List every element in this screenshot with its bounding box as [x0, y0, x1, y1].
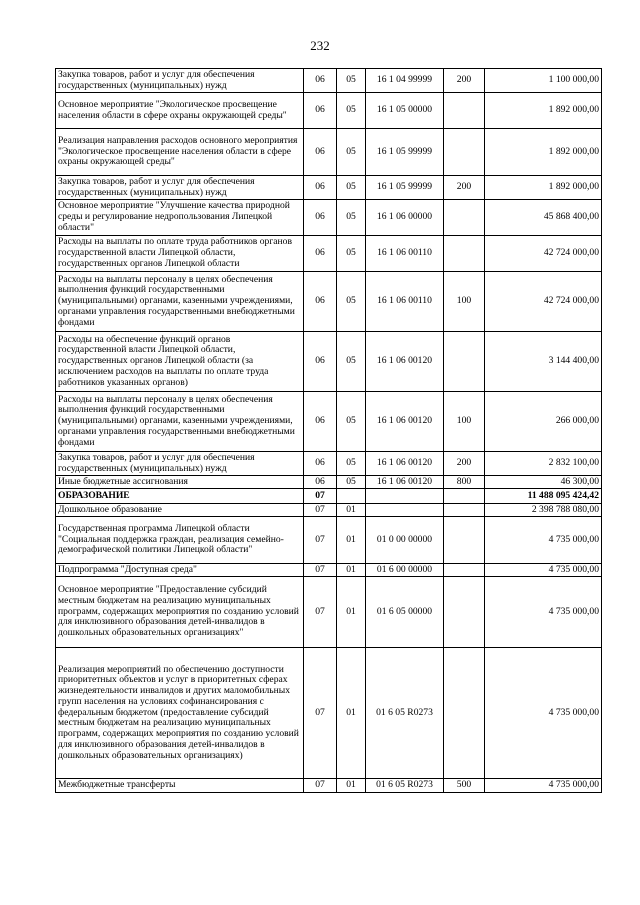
item-name: Закупка товаров, работ и услуг для обеспечения государственных (муниципальных) нужд — [56, 69, 304, 93]
amount: 11 488 095 424,42 — [485, 489, 602, 504]
expense-type-code — [444, 504, 485, 517]
expense-type-code: 200 — [444, 176, 485, 200]
item-name: Закупка товаров, работ и услуг для обеспечения государственных (муниципальных) нужд — [56, 452, 304, 476]
amount: 4 735 000,00 — [485, 564, 602, 577]
target-article-code: 01 6 05 R0273 — [366, 779, 444, 793]
section-code: 06 — [304, 476, 337, 489]
section-code: 06 — [304, 236, 337, 272]
item-name: ОБРАЗОВАНИЕ — [56, 489, 304, 504]
amount: 42 724 000,00 — [485, 236, 602, 272]
subsection-code: 05 — [337, 332, 366, 392]
item-name: Дошкольное образование — [56, 504, 304, 517]
expense-type-code: 100 — [444, 272, 485, 332]
section-code: 07 — [304, 779, 337, 793]
amount: 46 300,00 — [485, 476, 602, 489]
amount: 4 735 000,00 — [485, 577, 602, 648]
subsection-code: 05 — [337, 69, 366, 93]
item-name: Реализация направления расходов основного мероприятия "Экологическое просвещение населения области в сфере охраны окружающей среды" — [56, 129, 304, 176]
expense-type-code — [444, 577, 485, 648]
amount: 45 868 400,00 — [485, 200, 602, 236]
target-article-code: 01 0 00 00000 — [366, 517, 444, 564]
expense-type-code — [444, 332, 485, 392]
item-name: Основное мероприятие "Экологическое просвещение населения области в сфере охраны окружающей среды" — [56, 93, 304, 129]
target-article-code: 16 1 05 99999 — [366, 176, 444, 200]
table-row — [56, 779, 602, 793]
target-article-code: 01 6 05 00000 — [366, 577, 444, 648]
section-code: 06 — [304, 129, 337, 176]
section-code: 07 — [304, 504, 337, 517]
target-article-code: 16 1 06 00110 — [366, 236, 444, 272]
subsection-code: 05 — [337, 176, 366, 200]
subsection-code: 05 — [337, 93, 366, 129]
table-row — [56, 69, 602, 93]
item-name: Основное мероприятие "Предоставление субсидий местным бюджетам на реализацию муниципальных программ, содержащих мероприятия по созданию условий для инклюзивного образования детей-инвалидов в дошкольных образовательных организациях" — [56, 577, 304, 648]
target-article-code: 16 1 06 00120 — [366, 476, 444, 489]
table-row — [56, 236, 602, 272]
item-name: Расходы на выплаты персоналу в целях обеспечения выполнения функций государственными (муниципальными) органами, казенными учреждениями, органами управления государственными внебюджетными фондами — [56, 392, 304, 452]
target-article-code: 16 1 05 99999 — [366, 129, 444, 176]
expense-type-code: 500 — [444, 779, 485, 793]
table-row — [56, 272, 602, 332]
subsection-code: 05 — [337, 476, 366, 489]
expense-type-code — [444, 129, 485, 176]
item-name: Основное мероприятие "Улучшение качества природной среды и регулирование недропользования Липецкой области" — [56, 200, 304, 236]
table-row — [56, 176, 602, 200]
section-code: 06 — [304, 392, 337, 452]
amount: 2 832 100,00 — [485, 452, 602, 476]
table-row — [56, 129, 602, 176]
expense-type-code — [444, 93, 485, 129]
subsection-code: 05 — [337, 272, 366, 332]
subsection-code: 01 — [337, 504, 366, 517]
expense-type-code: 800 — [444, 476, 485, 489]
target-article-code: 16 1 06 00120 — [366, 392, 444, 452]
amount: 3 144 400,00 — [485, 332, 602, 392]
expense-type-code — [444, 236, 485, 272]
expense-type-code — [444, 489, 485, 504]
table-row — [56, 504, 602, 517]
item-name: Закупка товаров, работ и услуг для обеспечения государственных (муниципальных) нужд — [56, 176, 304, 200]
budget-table-body — [56, 69, 602, 793]
section-code: 06 — [304, 200, 337, 236]
table-row — [56, 489, 602, 504]
target-article-code: 16 1 06 00000 — [366, 200, 444, 236]
amount: 266 000,00 — [485, 392, 602, 452]
item-name: Реализация мероприятий по обеспечению доступности приоритетных объектов и услуг в приоритетных сферах жизнедеятельности инвалидов и других маломобильных групп населения на условиях софинансирования с федеральным бюджетом (предоставление субсидий местным бюджетам на реализацию муниципальных программ, содержащих мероприятия по созданию условий для инклюзивного образования детей-инвалидов в дошкольных образовательных организациях) — [56, 648, 304, 779]
section-code: 06 — [304, 93, 337, 129]
item-name: Межбюджетные трансферты — [56, 779, 304, 793]
table-row — [56, 577, 602, 648]
table-row — [56, 200, 602, 236]
table-row — [56, 648, 602, 779]
item-name: Расходы на обеспечение функций органов государственной власти Липецкой области, государственных органов Липецкой области (за исключением расходов на выплаты по оплате труда работников указанных органов) — [56, 332, 304, 392]
amount: 1 892 000,00 — [485, 176, 602, 200]
target-article-code: 16 1 05 00000 — [366, 93, 444, 129]
section-code: 06 — [304, 272, 337, 332]
section-code: 07 — [304, 517, 337, 564]
subsection-code: 01 — [337, 779, 366, 793]
expense-type-code: 100 — [444, 392, 485, 452]
subsection-code: 05 — [337, 200, 366, 236]
target-article-code — [366, 504, 444, 517]
item-name: Расходы на выплаты по оплате труда работников органов государственной власти Липецкой области, государственных органов Липецкой области — [56, 236, 304, 272]
target-article-code — [366, 489, 444, 504]
amount: 1 892 000,00 — [485, 129, 602, 176]
item-name: Расходы на выплаты персоналу в целях обеспечения выполнения функций государственными (муниципальными) органами, казенными учреждениями, органами управления государственными внебюджетными фондами — [56, 272, 304, 332]
expense-type-code: 200 — [444, 452, 485, 476]
amount: 4 735 000,00 — [485, 648, 602, 779]
subsection-code: 01 — [337, 564, 366, 577]
item-name: Подпрограмма "Доступная среда" — [56, 564, 304, 577]
table-row — [56, 476, 602, 489]
section-code: 07 — [304, 564, 337, 577]
table-row — [56, 332, 602, 392]
section-code: 07 — [304, 577, 337, 648]
expense-type-code — [444, 648, 485, 779]
target-article-code: 16 1 06 00120 — [366, 332, 444, 392]
section-code: 06 — [304, 332, 337, 392]
amount: 1 892 000,00 — [485, 93, 602, 129]
table-row — [56, 93, 602, 129]
subsection-code: 05 — [337, 392, 366, 452]
subsection-code: 05 — [337, 236, 366, 272]
amount: 42 724 000,00 — [485, 272, 602, 332]
target-article-code: 01 6 05 R0273 — [366, 648, 444, 779]
section-code: 06 — [304, 452, 337, 476]
expense-type-code — [444, 564, 485, 577]
expense-type-code — [444, 517, 485, 564]
subsection-code: 01 — [337, 648, 366, 779]
amount: 4 735 000,00 — [485, 779, 602, 793]
table-row — [56, 564, 602, 577]
expense-type-code: 200 — [444, 69, 485, 93]
section-code: 06 — [304, 69, 337, 93]
item-name: Иные бюджетные ассигнования — [56, 476, 304, 489]
amount: 1 100 000,00 — [485, 69, 602, 93]
amount: 4 735 000,00 — [485, 517, 602, 564]
item-name: Государственная программа Липецкой области "Социальная поддержка граждан, реализация семейно-демографической политики Липецкой области" — [56, 517, 304, 564]
subsection-code: 01 — [337, 577, 366, 648]
table-row — [56, 392, 602, 452]
target-article-code: 16 1 06 00120 — [366, 452, 444, 476]
amount: 2 398 788 080,00 — [485, 504, 602, 517]
subsection-code: 05 — [337, 452, 366, 476]
section-code: 06 — [304, 176, 337, 200]
page-number: 232 — [310, 38, 330, 53]
expense-type-code — [444, 200, 485, 236]
table-row — [56, 452, 602, 476]
target-article-code: 01 6 00 00000 — [366, 564, 444, 577]
subsection-code: 05 — [337, 129, 366, 176]
budget-table — [55, 68, 602, 793]
subsection-code: 01 — [337, 517, 366, 564]
section-code: 07 — [304, 648, 337, 779]
table-row — [56, 517, 602, 564]
target-article-code: 16 1 04 99999 — [366, 69, 444, 93]
section-code: 07 — [304, 489, 337, 504]
target-article-code: 16 1 06 00110 — [366, 272, 444, 332]
subsection-code — [337, 489, 366, 504]
